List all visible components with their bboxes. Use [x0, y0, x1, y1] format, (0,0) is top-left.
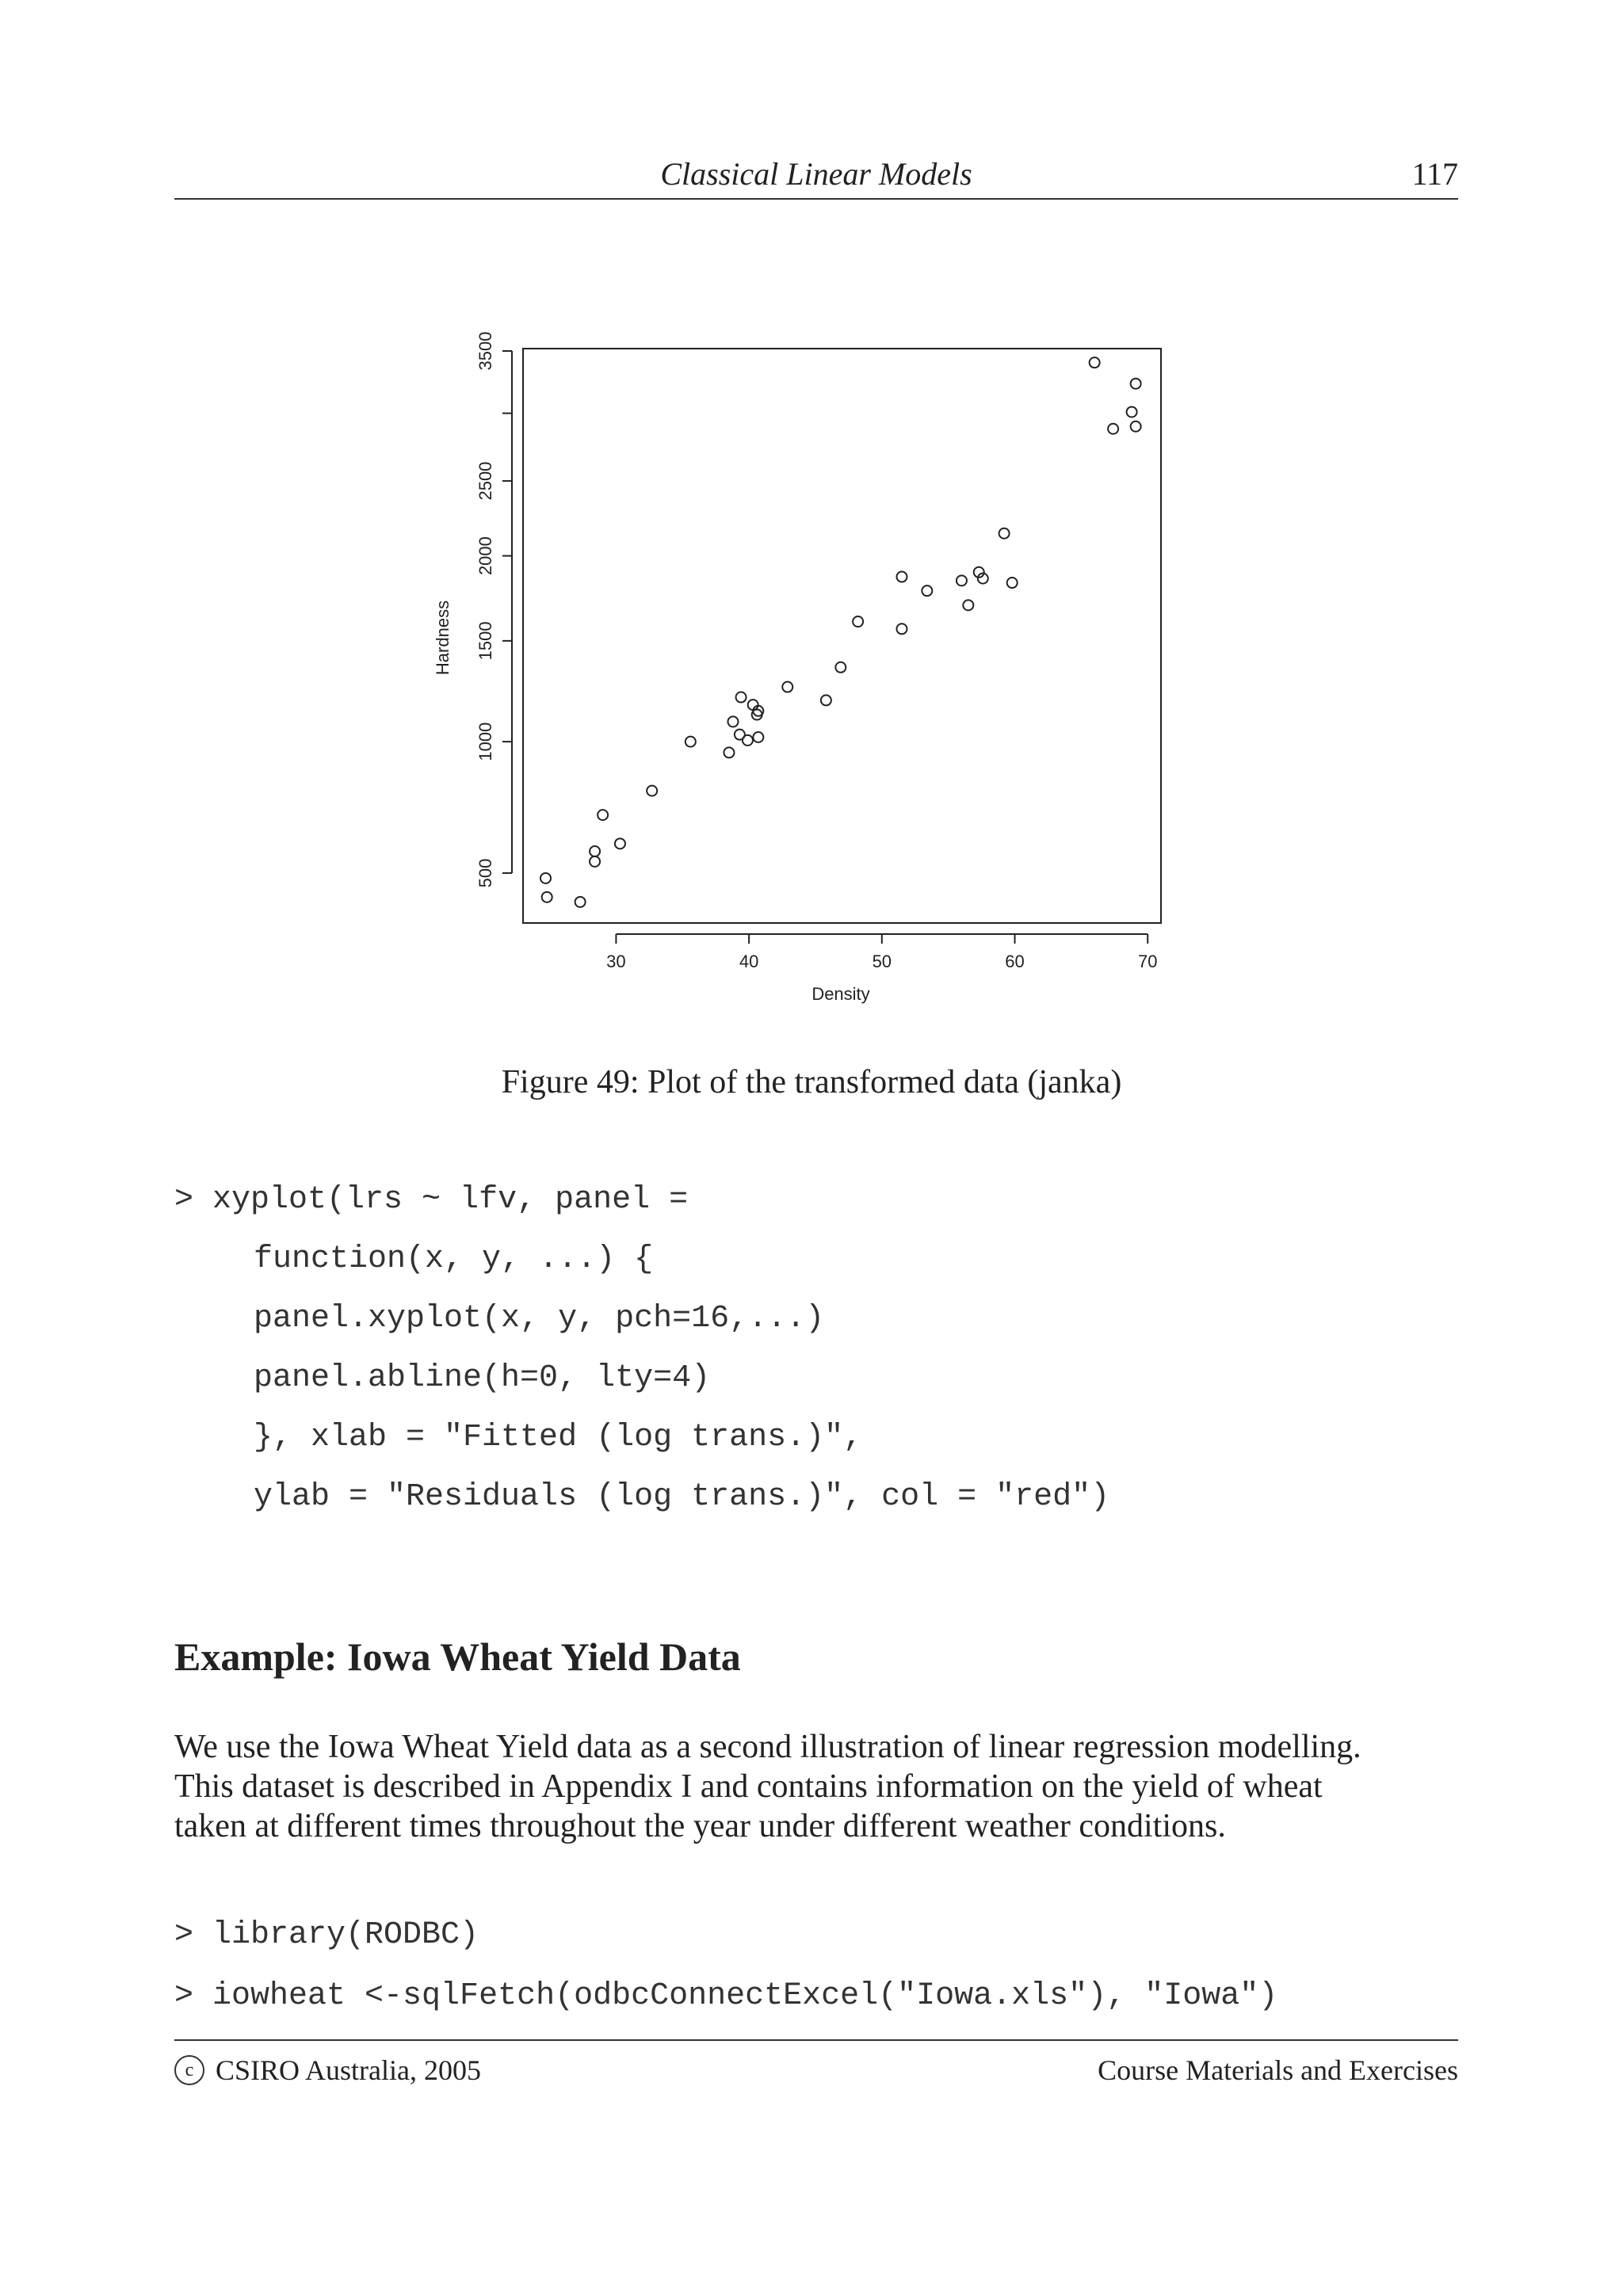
code-line: > iowheat <-sqlFetch(odbcConnectExcel("Iowa.xls"), "Iowa")	[174, 1978, 1278, 2014]
footer-copyright-text: CSIRO Australia, 2005	[216, 2054, 482, 2086]
data-point	[743, 735, 753, 746]
running-head	[174, 155, 1458, 200]
data-point	[957, 575, 967, 585]
code-line: > library(RODBC)	[174, 1917, 479, 1953]
data-point	[1108, 424, 1118, 434]
y-axis	[475, 332, 512, 888]
code-line: panel.abline(h=0, lty=4)	[254, 1360, 711, 1396]
x-tick-label: 60	[1005, 952, 1025, 971]
data-point	[724, 747, 734, 757]
data-point	[542, 892, 552, 902]
y-tick-label: 1000	[475, 722, 495, 761]
footer-rule	[174, 2039, 1458, 2041]
header-rule	[174, 198, 1458, 200]
data-point	[999, 528, 1010, 539]
data-point	[1131, 379, 1141, 389]
y-axis-label: Hardness	[433, 600, 453, 676]
data-point	[896, 572, 907, 582]
y-tick-label: 500	[475, 858, 495, 888]
data-point	[647, 786, 657, 796]
y-tick-label: 3500	[475, 331, 495, 371]
x-tick-label: 50	[872, 952, 892, 971]
data-point	[598, 810, 608, 820]
plot-border	[523, 349, 1161, 923]
data-point	[615, 838, 625, 849]
data-point	[540, 873, 551, 883]
data-point	[922, 585, 932, 596]
x-tick-label: 30	[606, 952, 626, 971]
body-paragraph	[174, 1727, 1458, 1846]
scatter-plot	[412, 317, 1205, 1014]
data-point	[1131, 421, 1141, 432]
running-title: Classical Linear Models	[660, 156, 972, 192]
x-tick-label: 70	[1137, 952, 1158, 971]
footer-left	[174, 2054, 481, 2087]
data-point	[821, 695, 831, 705]
code-line: panel.xyplot(x, y, pch=16,...)	[254, 1301, 825, 1337]
code-line: ylab = "Residuals (log trans.)", col = "red")	[254, 1479, 1110, 1515]
paragraph-line: We use the Iowa Wheat Yield data as a second illustration of linear regression modelling.	[174, 1729, 1361, 1765]
y-tick-label: 2000	[475, 536, 495, 576]
section-heading: Example: Iowa Wheat Yield Data	[174, 1634, 741, 1679]
y-tick-label: 1500	[475, 621, 495, 661]
data-point	[963, 600, 973, 610]
figure-caption: Figure 49: Plot of the transformed data (janka)	[501, 1064, 1122, 1100]
data-point	[753, 732, 763, 742]
plot-frame	[523, 349, 1161, 923]
data-point	[782, 682, 792, 692]
code-line: > xyplot(lrs ~ lfv, panel =	[174, 1182, 689, 1218]
code-line: function(x, y, ...) {	[254, 1241, 654, 1277]
data-point	[1127, 406, 1137, 417]
data-point	[727, 716, 738, 727]
y-tick-label: 2500	[475, 461, 495, 501]
copyright-icon: c	[174, 2055, 204, 2085]
x-axis-label: Density	[812, 984, 870, 1004]
data-point	[1090, 357, 1100, 368]
data-point	[1007, 578, 1018, 588]
data-point	[575, 897, 586, 907]
data-point	[835, 662, 846, 673]
data-point	[590, 846, 600, 856]
data-points	[540, 357, 1141, 907]
footer-right: Course Materials and Exercises	[1098, 2054, 1458, 2086]
data-point	[853, 616, 863, 627]
x-tick-label: 40	[739, 952, 759, 971]
x-axis	[606, 934, 1157, 971]
paragraph-line: This dataset is described in Appendix I and contains information on the yield of wheat	[174, 1768, 1323, 1805]
page-number: 117	[1411, 156, 1458, 192]
data-point	[590, 856, 600, 867]
code-line: }, xlab = "Fitted (log trans.)",	[254, 1420, 863, 1455]
data-point	[736, 692, 747, 703]
data-point	[896, 624, 907, 634]
paragraph-line: taken at different times throughout the year under different weather conditions.	[174, 1808, 1226, 1844]
data-point	[685, 737, 696, 747]
